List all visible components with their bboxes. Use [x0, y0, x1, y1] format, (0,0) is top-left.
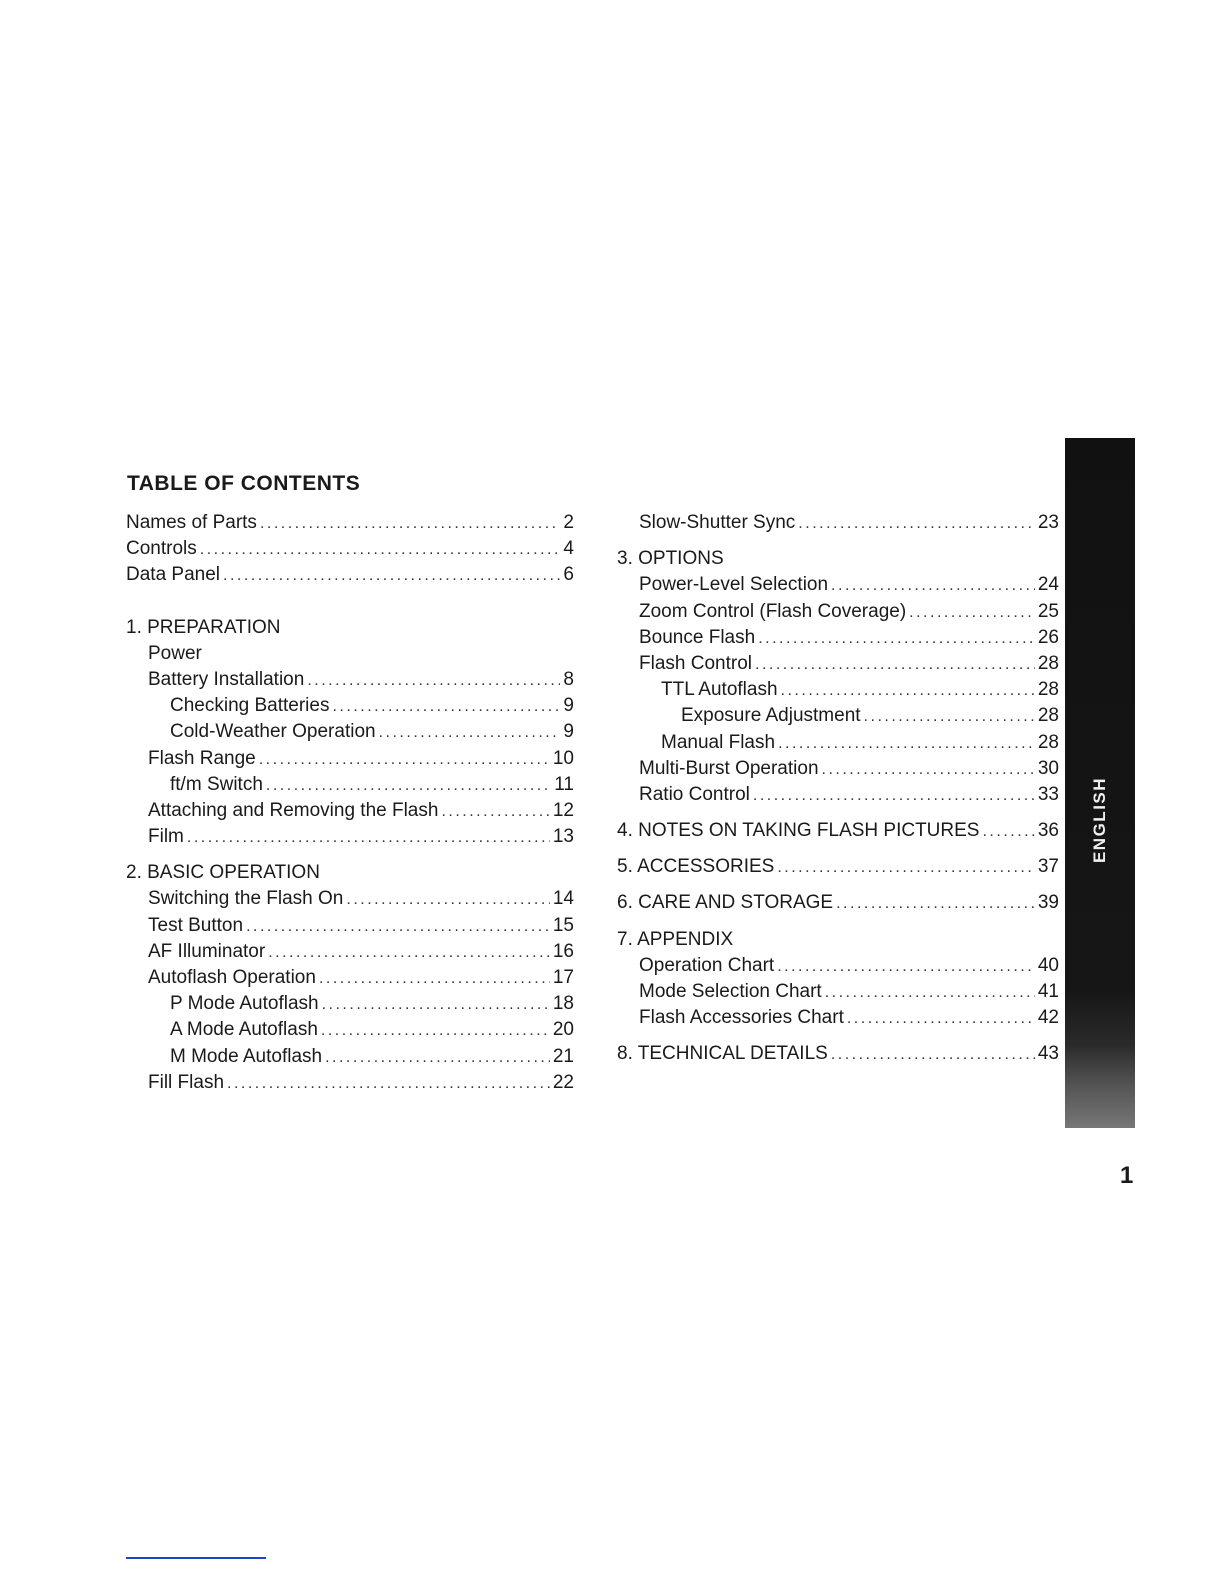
toc-entry-page: 28	[1037, 705, 1059, 727]
toc-entry-page: 30	[1037, 757, 1059, 779]
toc-section-heading	[126, 615, 574, 641]
toc-entry[interactable]	[617, 979, 1059, 1005]
toc-entry-title: Switching the Flash On	[148, 888, 344, 910]
toc-entry-title: Checking Batteries	[170, 695, 330, 717]
toc-entry-page: 22	[552, 1071, 574, 1093]
toc-section-entry[interactable]	[617, 890, 1059, 916]
toc-right-column	[617, 510, 1059, 1068]
toc-entry-title: Flash Control	[639, 652, 752, 674]
toc-entry-page: 28	[1037, 731, 1059, 753]
toc-entry-page: 18	[552, 993, 574, 1015]
toc-entry[interactable]	[126, 667, 574, 693]
toc-entry-title: Slow-Shutter Sync	[639, 512, 796, 533]
leader-dots	[825, 980, 1035, 1006]
toc-entry[interactable]	[126, 886, 574, 912]
toc-entry-page: 10	[552, 747, 574, 769]
toc-entry[interactable]	[126, 991, 574, 1017]
leader-dots	[909, 600, 1035, 626]
leader-dots	[307, 668, 560, 694]
toc-entry-page: 2	[563, 512, 574, 533]
toc-subheading-title: Power	[148, 642, 202, 664]
toc-entry-title: Zoom Control (Flash Coverage)	[639, 600, 907, 622]
leader-dots	[831, 573, 1035, 599]
toc-entry[interactable]	[126, 536, 574, 562]
toc-entry-title: Controls	[126, 538, 197, 560]
leader-dots	[200, 537, 561, 563]
toc-entry-page: 8	[563, 668, 574, 690]
toc-entry[interactable]	[126, 510, 574, 536]
toc-entry-page: 28	[1037, 652, 1059, 674]
toc-section-entry[interactable]	[617, 854, 1059, 880]
leader-dots	[325, 1045, 550, 1071]
toc-entry-title: A Mode Autoflash	[170, 1019, 318, 1041]
leader-dots	[268, 940, 550, 966]
toc-entry[interactable]	[126, 939, 574, 965]
toc-entry[interactable]	[617, 782, 1059, 808]
footnote-divider	[126, 1557, 266, 1559]
leader-dots	[836, 891, 1035, 917]
leader-dots	[319, 966, 550, 992]
leader-dots	[346, 887, 549, 913]
toc-section-entry[interactable]	[617, 1041, 1059, 1067]
leader-dots	[332, 694, 560, 720]
toc-entry-title: Test Button	[148, 914, 244, 936]
toc-entry[interactable]	[126, 965, 574, 991]
toc-entry-page: 14	[552, 888, 574, 910]
leader-dots	[753, 783, 1035, 809]
toc-entry-title: Ratio Control	[639, 783, 750, 805]
toc-section-title: 2. BASIC OPERATION	[126, 862, 320, 884]
toc-entry-page: 15	[552, 914, 574, 936]
toc-entry-title: Film	[148, 826, 184, 848]
toc-section-title: 3. OPTIONS	[617, 548, 724, 570]
toc-entry-title: P Mode Autoflash	[170, 993, 319, 1015]
toc-entry-page: 12	[552, 799, 574, 821]
toc-entry-page: 9	[563, 695, 574, 717]
toc-entry-page: 11	[554, 773, 574, 795]
toc-entry-page: 9	[563, 721, 574, 743]
leader-dots	[321, 1018, 550, 1044]
toc-subheading	[126, 641, 574, 667]
toc-entry-title: AF Illuminator	[148, 940, 266, 962]
leader-dots	[777, 855, 1035, 881]
leader-dots	[777, 954, 1035, 980]
leader-dots	[223, 563, 560, 589]
leader-dots	[781, 678, 1035, 704]
toc-entry-title: Cold-Weather Operation	[170, 721, 376, 743]
toc-entry-title: Data Panel	[126, 564, 221, 586]
toc-entry-page: 20	[552, 1019, 574, 1041]
page-title: TABLE OF CONTENTS	[127, 472, 361, 495]
toc-entry[interactable]	[617, 756, 1059, 782]
toc-entry[interactable]	[617, 510, 1059, 536]
toc-entry-title: Battery Installation	[148, 668, 305, 690]
toc-entry-page: 4	[563, 538, 574, 560]
toc-entry-title: Power-Level Selection	[639, 574, 829, 596]
toc-entry-title: 4. NOTES ON TAKING FLASH PICTURES	[617, 820, 980, 842]
toc-entry[interactable]	[126, 772, 574, 798]
toc-entry[interactable]	[126, 798, 574, 824]
toc-entry-page: 16	[552, 940, 574, 962]
toc-entry-title: 5. ACCESSORIES	[617, 856, 775, 878]
language-side-tab-label: ENGLISH	[1090, 776, 1109, 864]
leader-dots	[259, 747, 550, 773]
toc-entry-title: Multi-Burst Operation	[639, 757, 819, 779]
toc-entry-page: 36	[1037, 820, 1059, 842]
leader-dots	[847, 1006, 1035, 1032]
toc-entry-page: 23	[1037, 512, 1059, 533]
toc-entry[interactable]	[126, 824, 574, 850]
toc-entry-page: 13	[552, 826, 574, 848]
leader-dots	[798, 511, 1035, 537]
leader-dots	[755, 652, 1035, 678]
leader-dots	[831, 1042, 1035, 1068]
toc-entry[interactable]	[126, 693, 574, 719]
toc-section-title: 7. APPENDIX	[617, 928, 734, 950]
toc-entry-title: Autoflash Operation	[148, 967, 316, 988]
toc-entry-title: Manual Flash	[661, 731, 776, 753]
page-number: 1	[1120, 1162, 1134, 1189]
toc-entry-title: Exposure Adjustment	[681, 705, 861, 727]
toc-entry[interactable]	[126, 562, 574, 588]
toc-entry-page: 6	[563, 564, 574, 586]
toc-entry-title: TTL Autoflash	[661, 679, 778, 701]
toc-entry[interactable]	[126, 746, 574, 772]
toc-entry-page: 25	[1037, 600, 1059, 622]
toc-entry[interactable]	[126, 1044, 574, 1070]
leader-dots	[864, 704, 1035, 730]
toc-entry-page: 40	[1037, 954, 1059, 976]
toc-section-heading	[126, 860, 574, 886]
toc-entry-title: Mode Selection Chart	[639, 981, 822, 1002]
toc-entry-title: Fill Flash	[148, 1071, 225, 1093]
toc-entry-page: 24	[1037, 574, 1059, 596]
leader-dots	[227, 1071, 550, 1097]
toc-entry[interactable]	[617, 730, 1059, 756]
leader-dots	[778, 731, 1035, 757]
toc-entry-page: 21	[552, 1045, 574, 1067]
toc-entry[interactable]	[126, 719, 574, 745]
toc-entry-title: M Mode Autoflash	[170, 1045, 323, 1067]
leader-dots	[758, 626, 1035, 652]
toc-left-column	[126, 510, 574, 1096]
leader-dots	[379, 720, 561, 746]
toc-entry-title: 8. TECHNICAL DETAILS	[617, 1043, 828, 1065]
toc-entry[interactable]	[617, 703, 1059, 729]
toc-entry-page: 33	[1037, 783, 1059, 805]
leader-dots	[246, 914, 550, 940]
toc-entry-page: 37	[1037, 856, 1059, 878]
toc-entry-page: 17	[552, 967, 574, 988]
toc-entry-title: Operation Chart	[639, 954, 775, 976]
leader-dots	[982, 819, 1034, 845]
toc-entry-title: Names of Parts	[126, 512, 257, 533]
toc-entry-title: Attaching and Removing the Flash	[148, 799, 439, 821]
toc-entry[interactable]	[617, 599, 1059, 625]
toc-entry-title: Flash Range	[148, 747, 256, 769]
leader-dots	[441, 799, 549, 825]
toc-entry[interactable]	[617, 1005, 1059, 1031]
toc-entry[interactable]	[617, 625, 1059, 651]
toc-entry[interactable]	[126, 913, 574, 939]
toc-entry[interactable]	[617, 953, 1059, 979]
toc-entry-title: Bounce Flash	[639, 626, 756, 648]
toc-entry[interactable]	[617, 651, 1059, 677]
leader-dots	[260, 511, 560, 537]
toc-entry[interactable]	[126, 1070, 574, 1096]
leader-dots	[187, 825, 550, 851]
toc-entry-title: Flash Accessories Chart	[639, 1007, 844, 1029]
leader-dots	[322, 992, 550, 1018]
leader-dots	[822, 757, 1035, 783]
toc-section-title: 1. PREPARATION	[126, 616, 281, 638]
toc-entry-page: 42	[1037, 1007, 1059, 1029]
toc-section-entry[interactable]	[617, 818, 1059, 844]
toc-section-heading	[617, 927, 1059, 953]
toc-entry[interactable]	[617, 572, 1059, 598]
toc-entry-page: 39	[1037, 892, 1059, 914]
toc-entry[interactable]	[617, 677, 1059, 703]
toc-entry-page: 26	[1037, 626, 1059, 648]
leader-dots	[266, 773, 551, 799]
toc-entry-page: 41	[1037, 981, 1059, 1002]
toc-entry-page: 43	[1037, 1043, 1059, 1065]
toc-section-heading	[617, 546, 1059, 572]
toc-entry-page: 28	[1037, 679, 1059, 701]
toc-entry-title: 6. CARE AND STORAGE	[617, 892, 834, 914]
toc-entry[interactable]	[126, 1017, 574, 1043]
toc-entry-title: ft/m Switch	[170, 773, 263, 795]
